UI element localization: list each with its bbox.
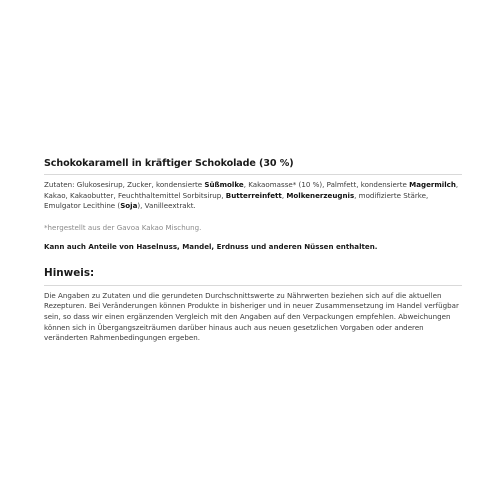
allergen-note: Kann auch Anteile von Haselnuss, Mandel, Erdnuss und anderen Nüssen enthalten.	[44, 241, 378, 251]
product-info-section	[44, 158, 462, 344]
ingredient-text: , modifizierte Stärke, Emulgator Lecithine (	[44, 190, 429, 211]
ingredients-list	[44, 180, 462, 212]
allergen-term: Butterreinfett	[225, 190, 282, 200]
ingredient-text: ), Vanilleextrakt.	[137, 201, 196, 211]
ingredient-text: Zutaten: Glukosesirup, Zucker, kondensierte	[44, 180, 205, 189]
ingredient-text: ,	[281, 190, 287, 200]
cocoa-footnote: *hergestellt aus der Gavoa Kakao Mischung.	[44, 222, 202, 232]
product-title: Schokokaramell in kräftiger Schokolade (30 %)	[44, 158, 294, 169]
hinweis-heading: Hinweis:	[44, 266, 95, 279]
allergen-term: Soja	[120, 201, 138, 211]
divider	[44, 174, 462, 175]
divider	[44, 285, 462, 286]
ingredient-text: , Kakao, Kakaobutter, Feuchthaltemittel Sorbitsirup,	[44, 180, 459, 200]
allergen-term: Molkenerzeugnis	[286, 190, 355, 200]
ingredient-text: , Kakaomasse* (10 %), Palmfett, kondensierte	[243, 180, 410, 189]
allergen-term: Magermilch	[409, 180, 456, 189]
hinweis-text: Die Angaben zu Zutaten und die gerundeten Durchschnittswerte zu Nährwerten beziehen sich auf die aktuellen Rezepturen. Bei Veränderungen können Produkte in bisheriger und in neuer Zusammensetzung im Handel verfügbar sein, so dass wir einen ergänzenden Vergleich mit den Angaben auf den Verpackungen empfehlen. Abweichungen können sich in Übergangszeiträumen darüber hinaus auch aus neuen gesetzlichen Vorgaben oder anderen veränderten Rahmenbedingungen ergeben.	[44, 290, 459, 343]
allergen-term: Süßmolke	[204, 180, 244, 189]
